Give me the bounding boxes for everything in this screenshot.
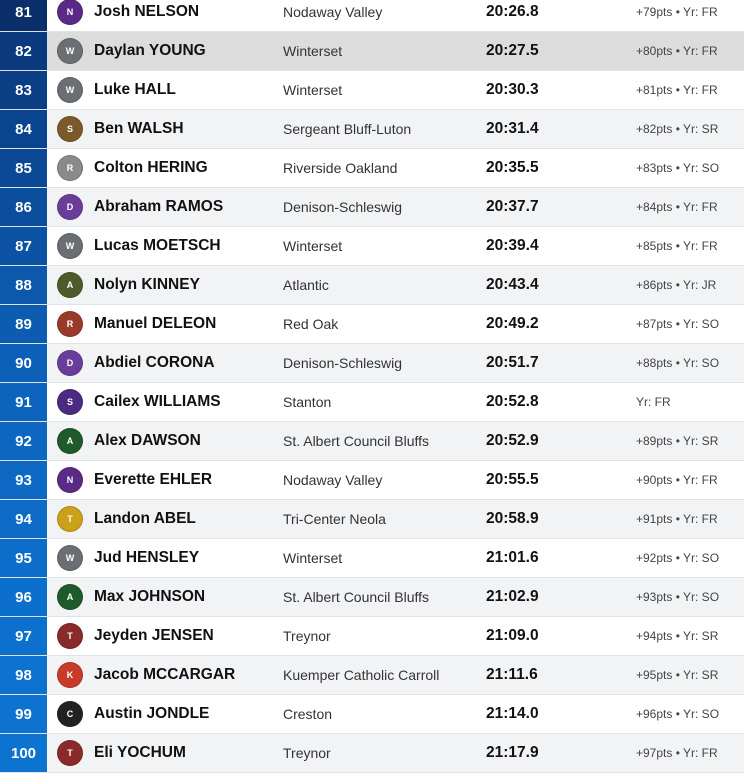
athlete-name-link[interactable]: Jacob MCCARGAR [94, 666, 236, 683]
team-logo-icon: R [57, 155, 83, 181]
team-logo-icon: R [57, 311, 83, 337]
result-row[interactable] [0, 617, 744, 656]
result-row[interactable] [0, 422, 744, 461]
result-row[interactable] [0, 500, 744, 539]
athlete-name-link[interactable]: Everette EHLER [94, 471, 213, 488]
points-year: +97pts • Yr: FR [636, 746, 718, 760]
athlete-name-link[interactable]: Eli YOCHUM [94, 744, 186, 761]
result-row[interactable] [0, 578, 744, 617]
finish-time: 21:02.9 [486, 588, 539, 605]
team-name-link[interactable]: St. Albert Council Bluffs [283, 589, 430, 605]
finish-time: 21:09.0 [486, 627, 539, 644]
athlete-name-link[interactable]: Josh NELSON [94, 3, 200, 20]
result-row[interactable] [0, 461, 744, 500]
points-year: +80pts • Yr: FR [636, 44, 718, 58]
place-number: 88 [0, 266, 47, 304]
points-year: +81pts • Yr: FR [636, 83, 718, 97]
points-year: +90pts • Yr: FR [636, 473, 718, 487]
points-year: +82pts • Yr: SR [636, 122, 719, 136]
team-logo-icon: N [57, 0, 83, 25]
team-name-link[interactable]: Nodaway Valley [283, 472, 383, 488]
finish-time: 21:17.9 [486, 744, 539, 761]
team-logo-icon: K [57, 662, 83, 688]
points-year: +84pts • Yr: FR [636, 200, 718, 214]
athlete-name-link[interactable]: Nolyn KINNEY [94, 276, 200, 293]
place-number: 95 [0, 539, 47, 577]
team-logo-icon: C [57, 701, 83, 727]
team-name-link[interactable]: St. Albert Council Bluffs [283, 433, 430, 449]
athlete-name-link[interactable]: Landon ABEL [94, 510, 196, 527]
athlete-name-link[interactable]: Lucas MOETSCH [94, 237, 221, 254]
result-row[interactable] [0, 266, 744, 305]
place-number: 97 [0, 617, 47, 655]
finish-time: 20:52.9 [486, 432, 539, 449]
finish-time: 20:35.5 [486, 159, 539, 176]
team-name-link[interactable]: Winterset [283, 550, 343, 566]
team-name-link[interactable]: Red Oak [283, 316, 339, 332]
result-row[interactable] [0, 0, 744, 32]
place-number: 90 [0, 344, 47, 382]
finish-time: 20:58.9 [486, 510, 539, 527]
finish-time: 20:51.7 [486, 354, 539, 371]
place-number: 81 [0, 0, 47, 31]
team-name-link[interactable]: Stanton [283, 394, 332, 410]
points-year: +95pts • Yr: SR [636, 668, 719, 682]
team-logo-icon: A [57, 584, 83, 610]
points-year: +85pts • Yr: FR [636, 239, 718, 253]
athlete-name-link[interactable]: Jud HENSLEY [94, 549, 200, 566]
team-name-link[interactable]: Denison-Schleswig [283, 355, 403, 371]
finish-time: 21:01.6 [486, 549, 539, 566]
team-logo-icon: D [57, 194, 83, 220]
points-year: +96pts • Yr: SO [636, 707, 720, 721]
place-number: 85 [0, 149, 47, 187]
athlete-name-link[interactable]: Max JOHNSON [94, 588, 206, 605]
team-name-link[interactable]: Atlantic [283, 277, 329, 293]
team-logo-icon: T [57, 623, 83, 649]
team-name-link[interactable]: Winterset [283, 238, 343, 254]
points-year: +92pts • Yr: SO [636, 551, 720, 565]
place-number: 98 [0, 656, 47, 694]
result-row[interactable] [0, 539, 744, 578]
place-number: 86 [0, 188, 47, 226]
place-number: 89 [0, 305, 47, 343]
finish-time: 20:55.5 [486, 471, 539, 488]
points-year: +79pts • Yr: FR [636, 5, 718, 19]
result-row[interactable] [0, 110, 744, 149]
result-row[interactable] [0, 32, 744, 71]
points-year: +91pts • Yr: FR [636, 512, 718, 526]
finish-time: 20:31.4 [486, 120, 539, 137]
result-row[interactable] [0, 149, 744, 188]
points-year: +89pts • Yr: SR [636, 434, 719, 448]
finish-time: 20:52.8 [486, 393, 539, 410]
team-name-link[interactable]: Treynor [283, 628, 331, 644]
result-row[interactable] [0, 383, 744, 422]
points-year: +94pts • Yr: SR [636, 629, 719, 643]
finish-time: 21:14.0 [486, 705, 539, 722]
athlete-name-link[interactable]: Luke HALL [94, 81, 176, 98]
team-name-link[interactable]: Denison-Schleswig [283, 199, 403, 215]
team-name-link[interactable]: Treynor [283, 745, 331, 761]
result-row[interactable] [0, 344, 744, 383]
athlete-name-link[interactable]: Colton HERING [94, 159, 208, 176]
athlete-name-link[interactable]: Daylan YOUNG [94, 42, 206, 59]
result-row[interactable] [0, 656, 744, 695]
team-logo-icon: A [57, 428, 83, 454]
finish-time: 20:30.3 [486, 81, 539, 98]
finish-time: 20:27.5 [486, 42, 539, 59]
finish-time: 21:11.6 [486, 666, 538, 683]
team-logo-icon: W [57, 545, 83, 571]
athlete-name-link[interactable]: Alex DAWSON [94, 432, 201, 449]
athlete-name-link[interactable]: Cailex WILLIAMS [94, 393, 221, 410]
place-number: 82 [0, 32, 47, 70]
team-logo-icon: W [57, 233, 83, 259]
place-number: 94 [0, 500, 47, 538]
points-year: +87pts • Yr: SO [636, 317, 720, 331]
athlete-name-link[interactable]: Ben WALSH [94, 120, 184, 137]
place-number: 84 [0, 110, 47, 148]
place-number: 83 [0, 71, 47, 109]
result-row[interactable] [0, 227, 744, 266]
athlete-name-link[interactable]: Austin JONDLE [94, 705, 210, 722]
team-name-link[interactable]: Sergeant Bluff-Luton [283, 121, 412, 137]
result-row[interactable] [0, 71, 744, 110]
team-logo-icon: W [57, 38, 83, 64]
team-name-link[interactable]: Kuemper Catholic Carroll [283, 667, 440, 683]
team-name-link[interactable]: Winterset [283, 43, 343, 59]
team-name-link[interactable]: Creston [283, 706, 333, 722]
team-logo-icon: S [57, 389, 83, 415]
points-year: +86pts • Yr: JR [636, 278, 717, 292]
finish-time: 20:49.2 [486, 315, 539, 332]
points-year: Yr: FR [636, 395, 671, 409]
team-logo-icon: A [57, 272, 83, 298]
points-year: +93pts • Yr: SO [636, 590, 720, 604]
athlete-name-link[interactable]: Manuel DELEON [94, 315, 217, 332]
place-number: 92 [0, 422, 47, 460]
place-number: 100 [0, 734, 47, 772]
finish-time: 20:37.7 [486, 198, 539, 215]
points-year: +88pts • Yr: SO [636, 356, 720, 370]
place-number: 99 [0, 695, 47, 733]
athlete-name-link[interactable]: Abdiel CORONA [94, 354, 215, 371]
team-name-link[interactable]: Winterset [283, 82, 343, 98]
team-name-link[interactable]: Nodaway Valley [283, 4, 383, 20]
team-logo-icon: S [57, 116, 83, 142]
team-logo-icon: T [57, 506, 83, 532]
result-row[interactable] [0, 305, 744, 344]
result-row[interactable] [0, 734, 744, 773]
team-logo-icon: T [57, 740, 83, 766]
team-name-link[interactable]: Tri-Center Neola [283, 511, 386, 527]
athlete-name-link[interactable]: Abraham RAMOS [94, 198, 224, 215]
result-row[interactable] [0, 695, 744, 734]
finish-time: 20:43.4 [486, 276, 539, 293]
team-name-link[interactable]: Riverside Oakland [283, 160, 398, 176]
result-row[interactable] [0, 188, 744, 227]
points-year: +83pts • Yr: SO [636, 161, 720, 175]
team-logo-icon: N [57, 467, 83, 493]
finish-time: 20:26.8 [486, 3, 539, 20]
place-number: 91 [0, 383, 47, 421]
athlete-name-link[interactable]: Jeyden JENSEN [94, 627, 214, 644]
team-logo-icon: W [57, 77, 83, 103]
finish-time: 20:39.4 [486, 237, 539, 254]
place-number: 96 [0, 578, 47, 616]
team-logo-icon: D [57, 350, 83, 376]
place-number: 93 [0, 461, 47, 499]
place-number: 87 [0, 227, 47, 265]
